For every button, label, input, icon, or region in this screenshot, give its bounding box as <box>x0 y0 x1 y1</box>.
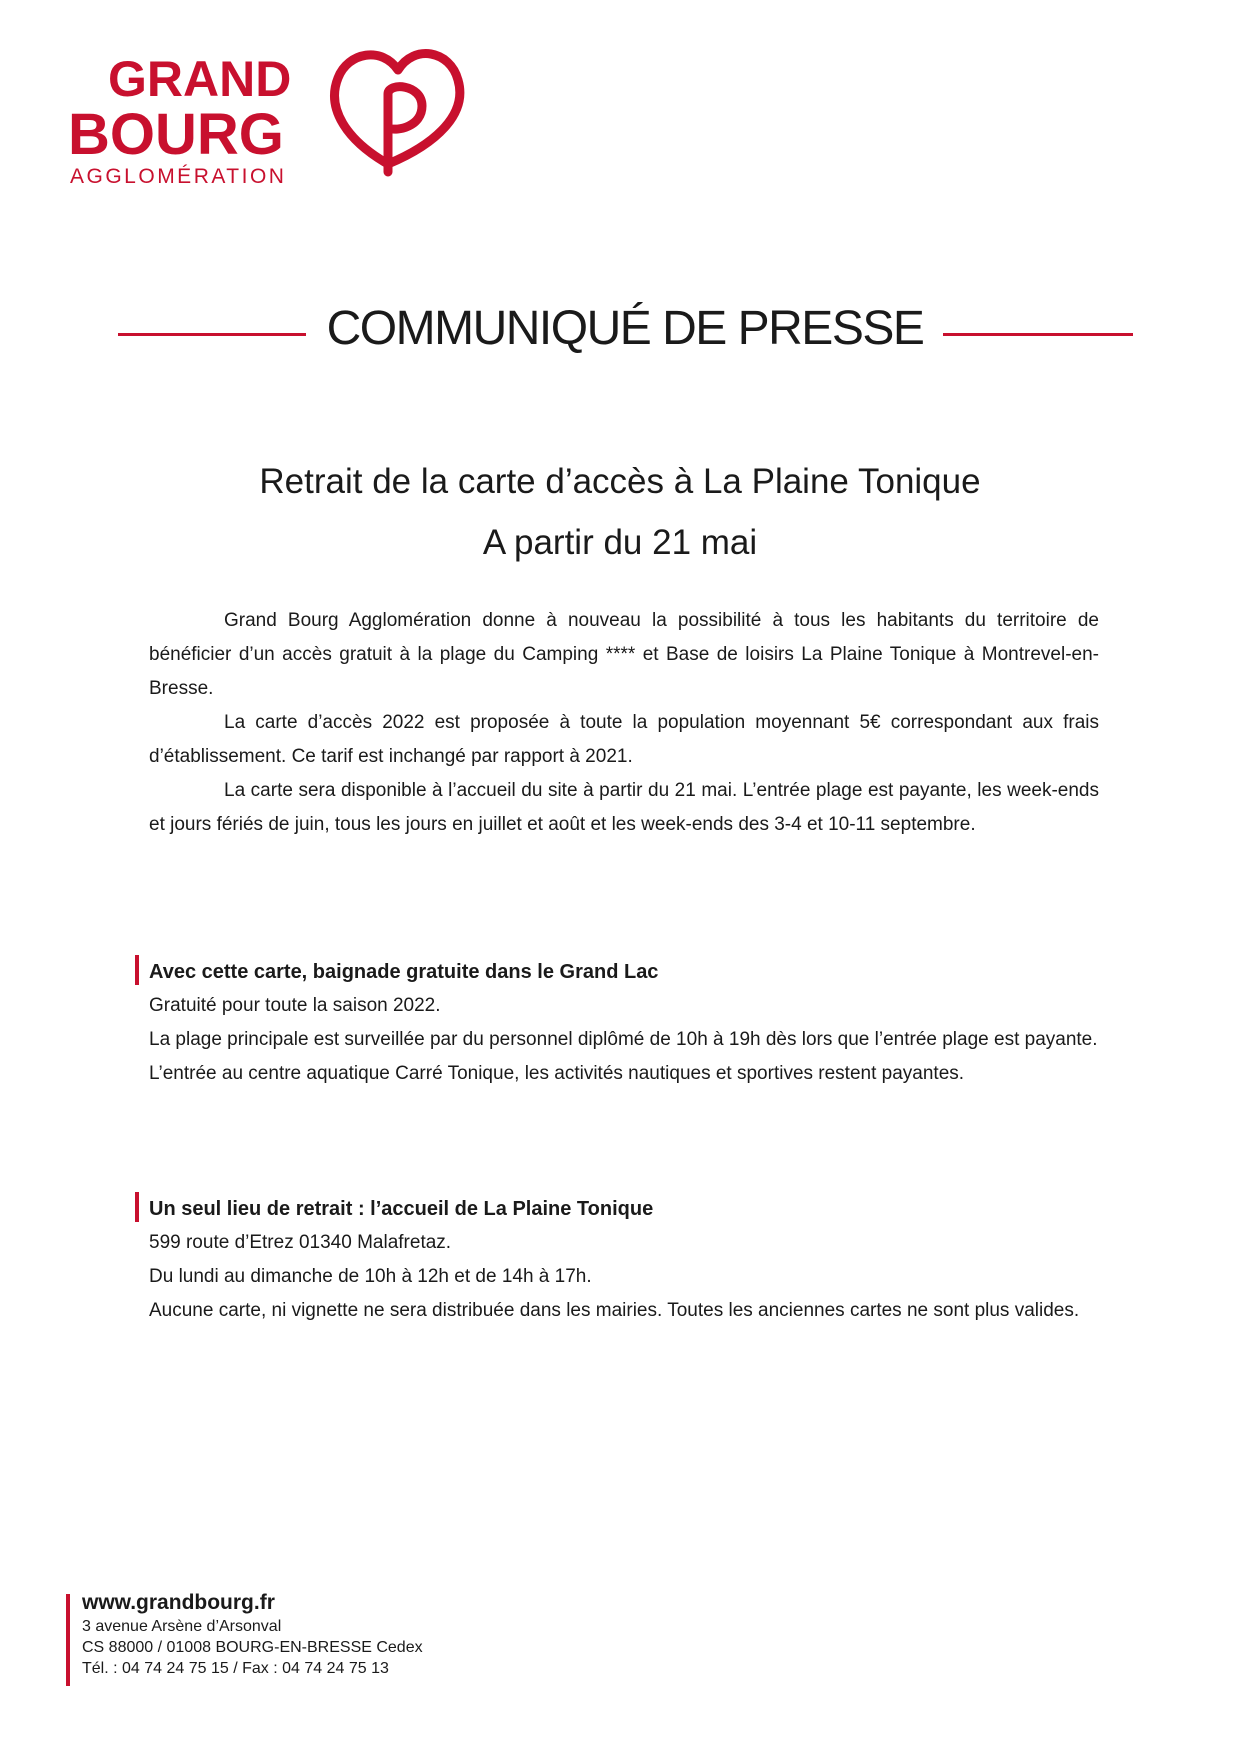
footer-contact <box>66 1590 526 1700</box>
footer-phone-fax: Tél. : 04 74 24 75 15 / Fax : 04 74 24 75 13 <box>82 1660 389 1677</box>
section-title: Avec cette carte, baignade gratuite dans le Grand Lac <box>149 961 659 983</box>
intro-paragraph: La carte d’accès 2022 est proposée à toute la population moyennant 5€ correspondant aux frais d’établissement. Ce tarif est inchangé par rapport à 2021. <box>149 712 1099 767</box>
title-rule-right <box>943 333 1133 336</box>
grand-bourg-logo <box>62 36 462 186</box>
intro-text <box>149 604 1099 842</box>
footer-accent-bar <box>66 1594 70 1686</box>
section-accent-bar <box>135 1192 139 1222</box>
logo-word-grand: GRAND <box>108 51 292 107</box>
section-title: Un seul lieu de retrait : l’accueil de La Plaine Tonique <box>149 1198 654 1220</box>
section-line: L’entrée au centre aquatique Carré Tonique, les activités nautiques et sportives restent payantes. <box>149 1063 965 1084</box>
heart-b-icon <box>318 36 468 186</box>
footer-website-link[interactable]: www.grandbourg.fr <box>82 1591 275 1614</box>
section-free-swimming <box>135 955 1099 1091</box>
title-rule-left <box>118 333 306 336</box>
logo-word-bourg: BOURG <box>68 102 284 167</box>
section-line: Gratuité pour toute la saison 2022. <box>149 995 441 1016</box>
section-line: Du lundi au dimanche de 10h à 12h et de 14h à 17h. <box>149 1266 592 1287</box>
logo-word-agglomeration: AGGLOMÉRATION <box>70 165 287 188</box>
page-title: COMMUNIQUÉ DE PRESSE <box>326 302 924 355</box>
section-pickup-location <box>135 1192 1099 1328</box>
section-line: Aucune carte, ni vignette ne sera distribuée dans les mairies. Toutes les anciennes cartes ne sont plus valides. <box>149 1300 1080 1321</box>
footer-address-line: CS 88000 / 01008 BOURG-EN-BRESSE Cedex <box>82 1639 423 1656</box>
intro-paragraph: Grand Bourg Agglomération donne à nouveau la possibilité à tous les habitants du territoire de bénéficier d’un accès gratuit à la plage du Camping **** et Base de loisirs La Plaine Tonique à Montrevel-en-Bresse. <box>149 610 1099 699</box>
footer-address-line: 3 avenue Arsène d’Arsonval <box>82 1618 282 1635</box>
section-accent-bar <box>135 955 139 985</box>
intro-paragraph: La carte sera disponible à l’accueil du site à partir du 21 mai. L’entrée plage est payante, les week-ends et jours fériés de juin, tous les jours en juillet et août et les week-ends des 3-4 et 10-11 septembre. <box>149 780 1099 835</box>
headline-line-2: A partir du 21 mai <box>482 523 758 562</box>
section-line: La plage principale est surveillée par du personnel diplômé de 10h à 19h dès lors que l’entrée plage est payante. <box>149 1029 1098 1050</box>
headline-line-1: Retrait de la carte d’accès à La Plaine Tonique <box>259 462 981 501</box>
section-line: 599 route d’Etrez 01340 Malafretaz. <box>149 1232 452 1253</box>
